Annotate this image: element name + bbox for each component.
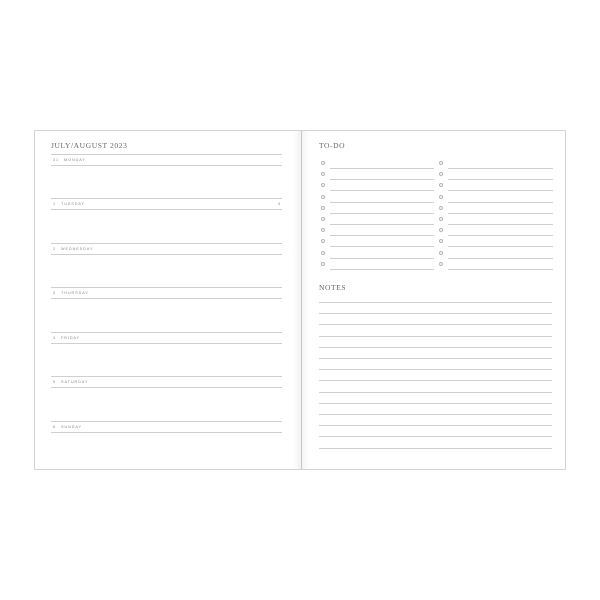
day-divider bbox=[51, 198, 282, 199]
todo-item[interactable] bbox=[321, 217, 434, 225]
checkbox-circle-icon[interactable] bbox=[439, 183, 443, 187]
day-label bbox=[53, 380, 93, 384]
checkbox-circle-icon[interactable] bbox=[321, 228, 325, 232]
todo-line[interactable] bbox=[448, 190, 553, 191]
todo-line[interactable] bbox=[330, 202, 434, 203]
checkbox-circle-icon[interactable] bbox=[321, 195, 325, 199]
todo-item[interactable] bbox=[321, 239, 434, 247]
day-name: SATURDAY bbox=[61, 380, 89, 384]
checkbox-circle-icon[interactable] bbox=[439, 262, 443, 266]
day-divider bbox=[51, 254, 282, 255]
day-label bbox=[53, 425, 87, 429]
checkbox-circle-icon[interactable] bbox=[321, 161, 325, 165]
todo-line[interactable] bbox=[448, 168, 553, 169]
checkbox-circle-icon[interactable] bbox=[321, 217, 325, 221]
todo-item[interactable] bbox=[439, 161, 553, 169]
day-number: 31 bbox=[53, 158, 60, 162]
note-line[interactable] bbox=[319, 425, 552, 426]
todo-line[interactable] bbox=[448, 246, 553, 247]
day-name: TUESDAY bbox=[61, 202, 85, 206]
todo-item[interactable] bbox=[439, 206, 553, 214]
day-number: 4 bbox=[53, 336, 57, 340]
day-row[interactable] bbox=[51, 287, 282, 299]
todo-item[interactable] bbox=[321, 183, 434, 191]
todo-line[interactable] bbox=[330, 269, 434, 270]
todo-item[interactable] bbox=[439, 262, 553, 270]
note-line[interactable] bbox=[319, 448, 552, 449]
checkbox-circle-icon[interactable] bbox=[439, 172, 443, 176]
checkbox-circle-icon[interactable] bbox=[439, 161, 443, 165]
planner-spread bbox=[34, 130, 566, 470]
day-row[interactable] bbox=[51, 198, 282, 210]
note-line[interactable] bbox=[319, 403, 552, 404]
checkbox-circle-icon[interactable] bbox=[439, 206, 443, 210]
day-divider bbox=[51, 287, 282, 288]
note-line[interactable] bbox=[319, 336, 552, 337]
day-name: WEDNESDAY bbox=[61, 247, 94, 251]
day-label bbox=[53, 247, 98, 251]
todo-line[interactable] bbox=[448, 224, 553, 225]
note-line[interactable] bbox=[319, 358, 552, 359]
todo-line[interactable] bbox=[330, 235, 434, 236]
note-line[interactable] bbox=[319, 347, 552, 348]
day-number: 5 bbox=[53, 380, 57, 384]
todo-title: TO-DO bbox=[319, 141, 346, 150]
todo-item[interactable] bbox=[439, 228, 553, 236]
day-end-number: 3 bbox=[277, 202, 280, 206]
checkbox-circle-icon[interactable] bbox=[439, 195, 443, 199]
checkbox-circle-icon[interactable] bbox=[321, 262, 325, 266]
day-divider bbox=[51, 421, 282, 422]
todo-line[interactable] bbox=[330, 179, 434, 180]
note-line[interactable] bbox=[319, 392, 552, 393]
todo-item[interactable] bbox=[439, 183, 553, 191]
day-divider bbox=[51, 332, 282, 333]
todo-line[interactable] bbox=[448, 235, 553, 236]
checkbox-circle-icon[interactable] bbox=[439, 251, 443, 255]
day-divider bbox=[51, 298, 282, 299]
todo-line[interactable] bbox=[448, 179, 553, 180]
checkbox-circle-icon[interactable] bbox=[321, 183, 325, 187]
checkbox-circle-icon[interactable] bbox=[321, 239, 325, 243]
todo-line[interactable] bbox=[448, 213, 553, 214]
todo-item[interactable] bbox=[439, 217, 553, 225]
notes-title: NOTES bbox=[319, 283, 347, 292]
todo-item[interactable] bbox=[321, 228, 434, 236]
todo-item[interactable] bbox=[439, 195, 553, 203]
note-line[interactable] bbox=[319, 414, 552, 415]
todo-item[interactable] bbox=[439, 251, 553, 259]
day-name: SUNDAY bbox=[61, 425, 82, 429]
day-label bbox=[53, 336, 85, 340]
day-row[interactable] bbox=[51, 243, 282, 255]
day-number: 6 bbox=[53, 425, 57, 429]
checkbox-circle-icon[interactable] bbox=[439, 228, 443, 232]
day-divider bbox=[51, 432, 282, 433]
todo-item[interactable] bbox=[439, 172, 553, 180]
checkbox-circle-icon[interactable] bbox=[439, 217, 443, 221]
checkbox-circle-icon[interactable] bbox=[321, 206, 325, 210]
todo-line[interactable] bbox=[330, 190, 434, 191]
note-line[interactable] bbox=[319, 302, 552, 303]
checkbox-circle-icon[interactable] bbox=[321, 172, 325, 176]
day-row[interactable] bbox=[51, 154, 282, 166]
todo-line[interactable] bbox=[448, 258, 553, 259]
spine bbox=[301, 131, 302, 469]
day-divider bbox=[51, 165, 282, 166]
checkbox-circle-icon[interactable] bbox=[321, 251, 325, 255]
day-row[interactable] bbox=[51, 376, 282, 388]
note-line[interactable] bbox=[319, 436, 552, 437]
todo-item[interactable] bbox=[321, 251, 434, 259]
day-divider bbox=[51, 243, 282, 244]
day-row[interactable] bbox=[51, 421, 282, 433]
day-name: THURSDAY bbox=[61, 291, 89, 295]
day-name: MONDAY bbox=[64, 158, 86, 162]
todo-line[interactable] bbox=[448, 269, 553, 270]
week-title: JULY/AUGUST 2023 bbox=[51, 141, 128, 150]
day-divider bbox=[51, 387, 282, 388]
todo-line[interactable] bbox=[330, 246, 434, 247]
todo-item[interactable] bbox=[321, 206, 434, 214]
todo-item[interactable] bbox=[439, 239, 553, 247]
note-line[interactable] bbox=[319, 313, 552, 314]
day-divider bbox=[51, 154, 282, 155]
day-label bbox=[53, 291, 94, 295]
day-divider bbox=[51, 343, 282, 344]
todo-item[interactable] bbox=[321, 161, 434, 169]
checkbox-circle-icon[interactable] bbox=[439, 239, 443, 243]
note-line[interactable] bbox=[319, 380, 552, 381]
day-label bbox=[53, 158, 91, 162]
todo-line[interactable] bbox=[330, 213, 434, 214]
todo-item[interactable] bbox=[321, 262, 434, 270]
day-divider bbox=[51, 209, 282, 210]
note-line[interactable] bbox=[319, 369, 552, 370]
day-row[interactable] bbox=[51, 332, 282, 344]
day-name: FRIDAY bbox=[61, 336, 81, 340]
note-line[interactable] bbox=[319, 324, 552, 325]
day-number: 2 bbox=[53, 247, 57, 251]
day-label bbox=[53, 202, 90, 206]
todo-line[interactable] bbox=[330, 168, 434, 169]
day-divider bbox=[51, 376, 282, 377]
day-number: 3 bbox=[53, 291, 57, 295]
todo-line[interactable] bbox=[448, 202, 553, 203]
todo-item[interactable] bbox=[321, 195, 434, 203]
todo-line[interactable] bbox=[330, 224, 434, 225]
day-number: 1 bbox=[53, 202, 57, 206]
todo-line[interactable] bbox=[330, 258, 434, 259]
todo-item[interactable] bbox=[321, 172, 434, 180]
